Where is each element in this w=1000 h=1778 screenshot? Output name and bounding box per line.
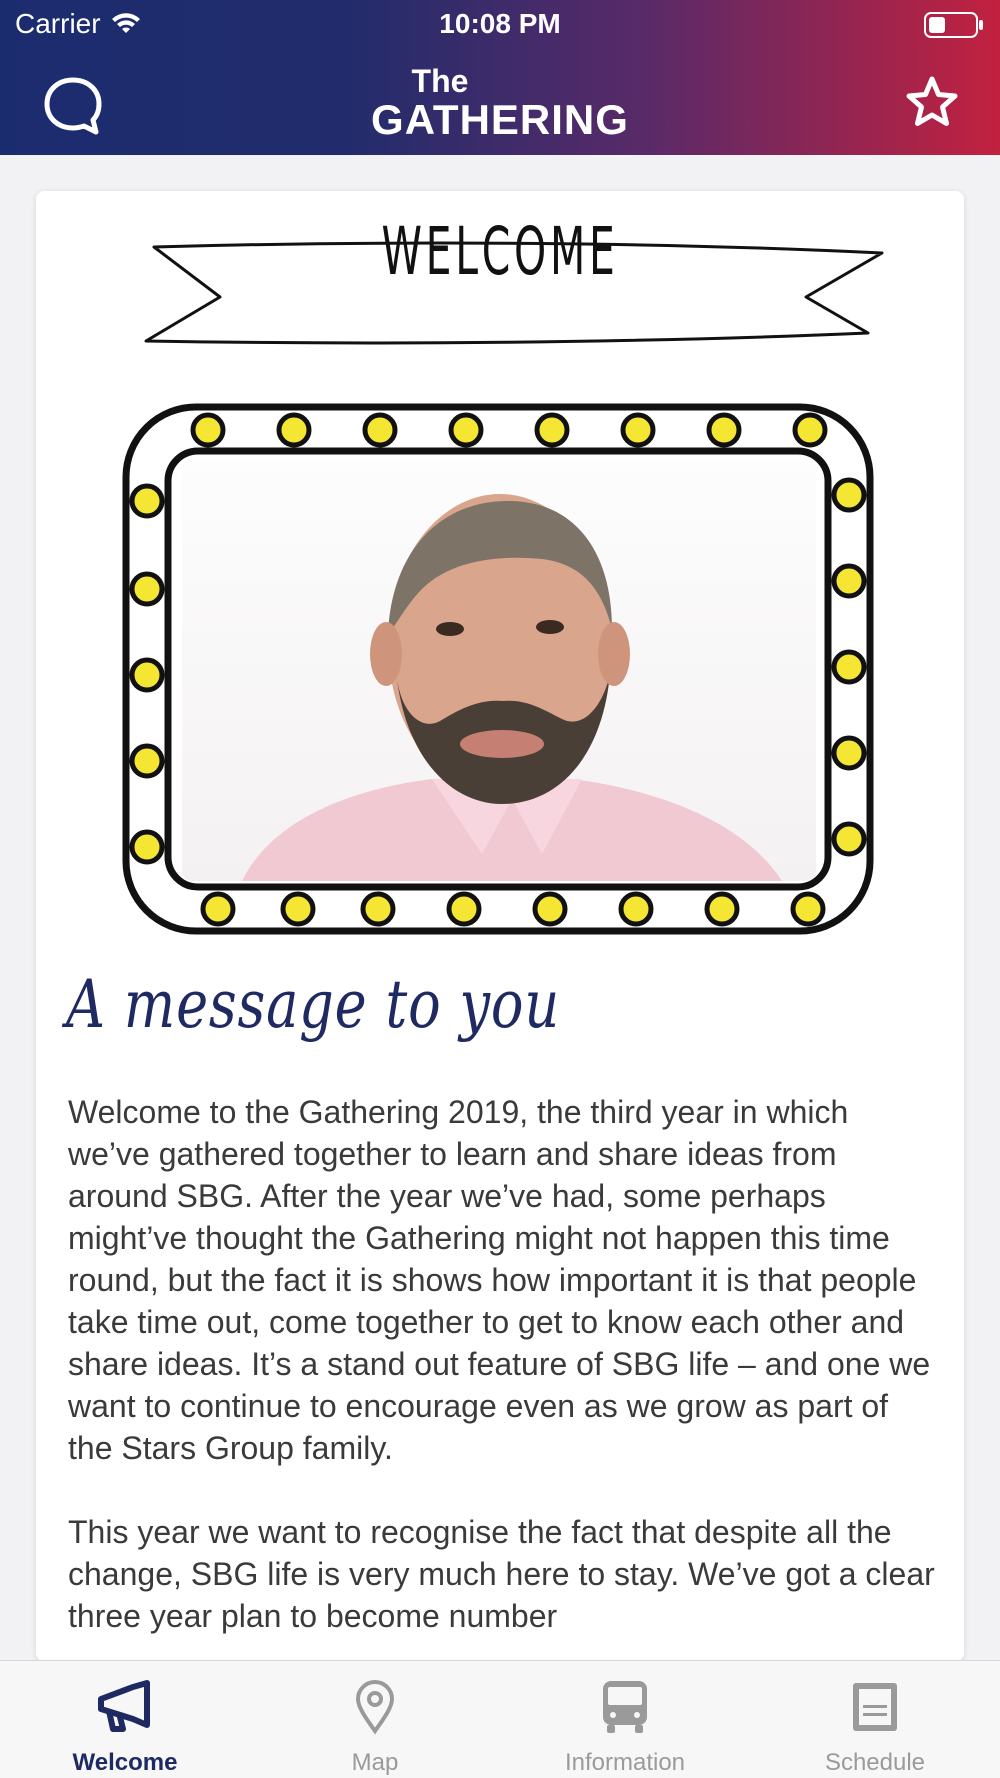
- welcome-card: [36, 191, 964, 1661]
- tab-schedule[interactable]: [750, 1661, 1000, 1778]
- message-paragraph: Welcome to the Gathering 2019, the third year in which we’ve gathered together to learn and share ideas from around SBG. After the year we’ve had, some perhaps might’ve thought the Gathering might not happen this time round, but the fact it is shows how important it is that people take time out, come together to get to know each other and share ideas. It’s a stand out feature of SBG life – and one we want to continue to encourage even as we grow as part of the Stars Group family.: [68, 1094, 931, 1466]
- tab-label: Information: [564, 1749, 686, 1776]
- tab-map[interactable]: [250, 1661, 500, 1778]
- star-icon[interactable]: [904, 75, 960, 131]
- carrier-label: Carrier: [15, 8, 101, 39]
- tab-bar: [0, 1660, 1000, 1778]
- megaphone-icon: [95, 1679, 155, 1735]
- tab-label: Map: [351, 1749, 399, 1776]
- tab-label: Schedule: [824, 1749, 926, 1776]
- app-logo: [0, 65, 1000, 141]
- message-paragraph: This year we want to recognise the fact that despite all the change, SBG life is very much here to stay. We’ve got a clear three year plan to become number: [68, 1514, 935, 1634]
- status-time: 10:08 PM: [439, 8, 561, 39]
- marquee-frame: [118, 399, 878, 939]
- tab-information[interactable]: [500, 1661, 750, 1778]
- logo-big-text: GATHERING: [371, 96, 629, 143]
- banner-title: WELCOME: [381, 213, 619, 290]
- battery-icon: [924, 12, 984, 38]
- logo-small-text: The: [411, 63, 469, 99]
- top-bar: [0, 0, 1000, 155]
- tab-label: Welcome: [72, 1749, 178, 1776]
- nav-row: [0, 55, 1000, 155]
- schedule-icon: [845, 1679, 905, 1735]
- tab-welcome[interactable]: [0, 1661, 250, 1778]
- message-body: [68, 1091, 938, 1661]
- map-pin-icon: [345, 1679, 405, 1735]
- status-bar: [0, 0, 1000, 50]
- bus-icon: [595, 1679, 655, 1735]
- message-heading: A message to you: [66, 966, 560, 1043]
